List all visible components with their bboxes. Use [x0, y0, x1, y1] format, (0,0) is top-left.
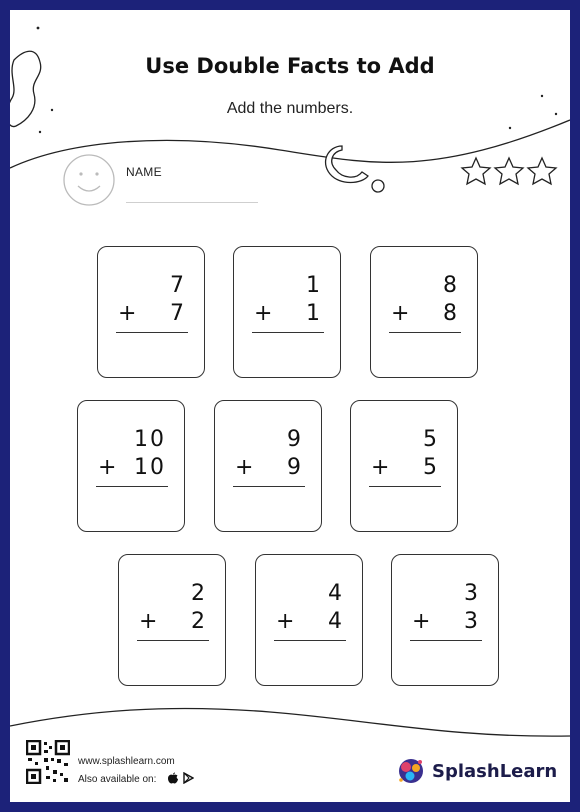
addend-top: 5 — [423, 427, 439, 452]
addend-top: 3 — [464, 581, 480, 606]
worksheet-page — [10, 10, 570, 802]
addend-top: 10 — [134, 427, 166, 452]
answer-line — [369, 486, 441, 487]
answer-line — [389, 332, 461, 333]
star-icon — [462, 158, 556, 184]
addend-top: 9 — [287, 427, 303, 452]
plus-sign: + — [235, 455, 254, 480]
smiley-icon — [64, 155, 114, 205]
addend-bottom: 7 — [170, 301, 186, 326]
problem-card — [214, 400, 322, 532]
page-title: Use Double Facts to Add — [145, 54, 435, 78]
addend-top: 2 — [191, 581, 207, 606]
qr-code-icon — [26, 740, 70, 784]
answer-line — [137, 640, 209, 641]
problem-card — [77, 400, 185, 532]
instruction-text: Add the numbers. — [226, 100, 354, 117]
plus-sign: + — [276, 609, 295, 634]
answer-line — [116, 332, 188, 333]
brand-name: SplashLearn — [432, 761, 558, 782]
addend-bottom: 10 — [134, 455, 166, 480]
addend-bottom: 2 — [191, 609, 207, 634]
addend-bottom: 3 — [464, 609, 480, 634]
plus-sign: + — [391, 301, 410, 326]
name-label: NAME — [126, 165, 162, 179]
addend-bottom: 8 — [443, 301, 459, 326]
addend-top: 7 — [170, 273, 186, 298]
name-field[interactable] — [126, 202, 258, 203]
plus-sign: + — [98, 455, 117, 480]
answer-line — [96, 486, 168, 487]
problem-card — [391, 554, 499, 686]
plus-sign: + — [118, 301, 137, 326]
addend-top: 4 — [328, 581, 344, 606]
addend-top: 1 — [306, 273, 322, 298]
answer-line — [233, 486, 305, 487]
website-link[interactable]: www.splashlearn.com — [78, 756, 175, 767]
addend-bottom: 4 — [328, 609, 344, 634]
plus-sign: + — [371, 455, 390, 480]
problem-card — [233, 246, 341, 378]
problem-card — [255, 554, 363, 686]
splashlearn-logo-icon — [396, 756, 426, 786]
addend-bottom: 1 — [306, 301, 322, 326]
plus-sign: + — [254, 301, 273, 326]
addend-top: 8 — [443, 273, 459, 298]
plus-sign: + — [412, 609, 431, 634]
addend-bottom: 9 — [287, 455, 303, 480]
available-on-label: Also available on: — [78, 774, 157, 785]
answer-line — [274, 640, 346, 641]
apple-icon[interactable] — [167, 772, 179, 784]
problem-card — [118, 554, 226, 686]
google-play-icon[interactable] — [183, 772, 194, 784]
problem-card — [350, 400, 458, 532]
addend-bottom: 5 — [423, 455, 439, 480]
problem-card — [97, 246, 205, 378]
problem-card — [370, 246, 478, 378]
answer-line — [410, 640, 482, 641]
answer-line — [252, 332, 324, 333]
plus-sign: + — [139, 609, 158, 634]
